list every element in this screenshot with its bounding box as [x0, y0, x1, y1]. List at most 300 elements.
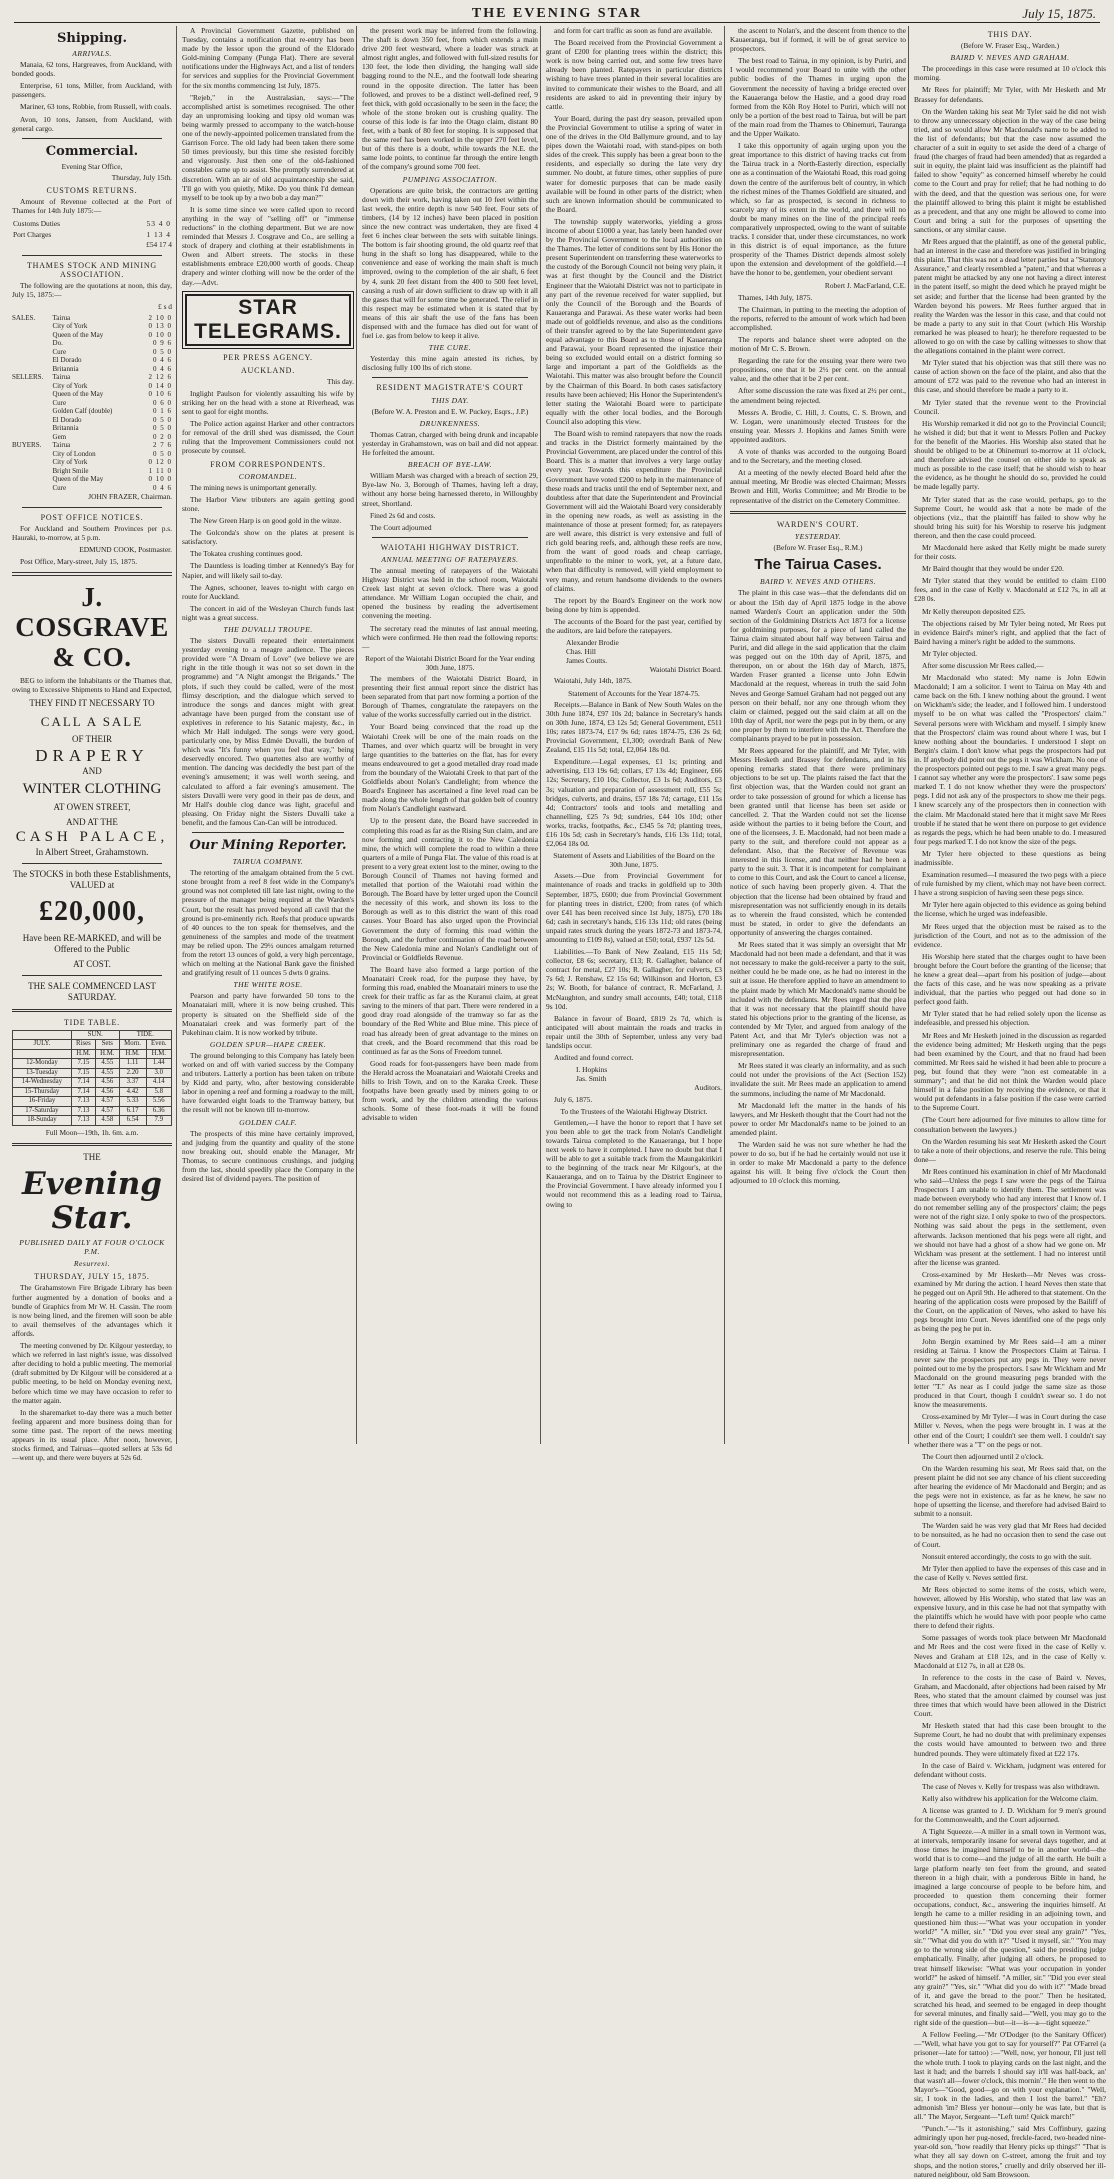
- paragraph: Mr Rees urged that the objection must be raised as to the jurisdiction of the Court, and not as to the admission of the evidence.: [914, 921, 1106, 949]
- divider: [730, 511, 906, 515]
- paragraph: At a meeting of the newly elected Board held after the annual meeting, Mr Brodie was elected Chairman; Messrs Brown and Hill, Works Committee; and Mr Brodie to be representative of the district on the Cemetery Committee.: [730, 468, 906, 505]
- leader-paragraph: In the sharemarket to-day there was a much better feeling apparent and more business doing than for some time past. The report of the news meeting appears in its usual place. After noon, however, stocks firmed, and Tairuas—quoted sellers at 53s 6d—went up, and there were buyers at 52s 6d.: [12, 1407, 172, 1463]
- table-row: [12, 407, 172, 416]
- bylaw-heading: BREACH OF BYE-LAW.: [407, 460, 493, 470]
- table-cell: 18-Sunday: [13, 1116, 72, 1126]
- column-4-opening: and form for cart traffic as soon as fund are available.: [554, 26, 713, 35]
- table-row: [13, 1087, 172, 1097]
- tide-heading: TIDE TABLE.: [63, 1018, 120, 1028]
- table-cell: Gem: [52, 432, 67, 441]
- ad-owen: AT OWEN STREET,: [53, 801, 131, 812]
- table-cell: City of London: [52, 449, 96, 458]
- sign-date: Waiotahi, July 14th, 1875.: [554, 676, 632, 686]
- tide-table: [12, 1030, 172, 1126]
- cure-body: Yesterday this mine again attested its riches, by disclosing fully 100 lbs of rich stone.: [362, 354, 538, 373]
- tairua-cases-heading: The Tairua Cases.: [754, 556, 882, 574]
- customs-intro: Amount of Revenue collected at the Port of Thames for 14th July 1875:—: [12, 197, 172, 216]
- table-row: [12, 450, 172, 459]
- signer: Alexander Brodie: [566, 638, 619, 648]
- shipping-heading: Shipping.: [57, 31, 127, 46]
- customs-total: £54 17 4: [146, 240, 172, 250]
- table-cell: City of York: [52, 458, 88, 467]
- paragraph: Regarding the rate for the ensuing year there were two propositions, one that it be 2½ per cent. on the annual value, and the other that it be 2 per cent.: [730, 356, 906, 384]
- table-row: [12, 356, 172, 365]
- column-6-body: [914, 64, 1106, 2178]
- table-row: [13, 1030, 172, 1040]
- table-row: [12, 467, 172, 476]
- accounts-intro: The accounts of the Board for the past year, certified by the auditors, are laid before the ratepayers.: [546, 616, 722, 635]
- rmc-this-day: THIS DAY.: [431, 395, 469, 405]
- masthead-title: THE EVENING STAR: [471, 6, 643, 21]
- paragraph: Mr Tyler stated that they would be entitled to claim £100 fees, and in the case of Kelly v. Macdonald at £12 7s, in all at £28 0s.: [914, 576, 1106, 604]
- table-row: [12, 458, 172, 467]
- waiotahi-heading: WAIOTAHI HIGHWAY DISTRICT.: [380, 542, 520, 552]
- table-row: [12, 229, 172, 240]
- table-row: [13, 1097, 172, 1107]
- table-cell: SALES.: [12, 313, 36, 322]
- table-cell: [12, 416, 53, 425]
- table-cell: 4.42: [119, 1087, 146, 1097]
- paragraph: The report by the Board's Engineer on the work now being done by him is appended.: [546, 595, 722, 614]
- table-cell: 12-Monday: [13, 1059, 72, 1069]
- ad-and-at: AND AT THE: [66, 816, 118, 827]
- auditors: [576, 1065, 722, 1092]
- paragraph: Mr Macdonald here asked that Kelly might be made surety for their costs.: [914, 542, 1106, 562]
- stocks-heading: THAMES STOCK AND MINING ASSOCIATION.: [26, 260, 158, 279]
- table-cell: [12, 348, 53, 357]
- paragraph: A license was granted to J. D. Wickham for 9 men's ground for the Commonwealth, and the Court adjourned.: [914, 1805, 1106, 1825]
- column-6: [908, 26, 1106, 2179]
- office-date: Thursday, July 15th.: [111, 172, 172, 182]
- ad-albert: In Albert Street, Grahamstown.: [35, 846, 149, 857]
- duvalli-heading: THE DUVALLI TROUPE.: [223, 624, 313, 634]
- statement-heading: Statement of Accounts for the Year 1874-75.: [568, 688, 700, 698]
- divider: [12, 572, 172, 576]
- paragraph: Mr Rees continued his examination in chief of Mr Macdonald who said—Unless the pegs I saw were the pegs of the Tairua Prospectors I am unable to identify them. The settlement was made between everybody who had any interest that I know of. I do not remember selling any of the prospectors' claim; the pegs were not of the right size. I only spoke to two of the prospectors. Nothing was said about the pegs in the settlement, even afterwards. Jackson mentioned that his pegs were all right, and we should not have had a ghost of a show had we gone on. Mr Wickham was present at the settlement. I had no interest until after the license was granted.: [914, 1166, 1106, 1267]
- paragraph: Mr Macdonald who stated: My name is John Edwin Macdonald; I am a solicitor. I went to Tairua on May 4th and came back on the 6th. I knew nothing about the ground. I went on Wickham's side; the leader, and I followed him. I understood myself to be on what was called the "Prospectors' claim." Several persons were with Wickham and myself. I simply knew that the Prospectors' claim was round about where I was, but I knew nothing about the boundaries. I understood I slept on Bergin's claim. I don't know what pegs the prospectors had put in. If anybody did point out the pegs it was Wickham. No one of the prospectors pointed out pegs to me. I saw a great many pegs. I cannot say whether any were the prospectors'. I saw some pegs marked T. I do not know whether they were the prospectors' pegs. I did not ask any of the prospectors to show me their pegs. I knew scarcely any of the prospectors then in connection with the claim. Mr Macdonald stated here that it might save Mr Rees trouble if he stated that he went there on purpose to get evidence as regards the pegs, which he had been unable to do. I measured four pegs marked T. I do not know the size of the pegs.: [914, 673, 1106, 846]
- divider: [12, 1143, 172, 1147]
- ad-call: CALL A SALE: [40, 713, 144, 729]
- table-cell: 3.0: [146, 1068, 171, 1078]
- divider: [372, 377, 528, 378]
- statement-body: [546, 700, 722, 849]
- paragraph: (The Court here adjourned for five minutes to allow time for consultation between the lawyers.): [914, 1115, 1106, 1134]
- stocks-unit: £ s d: [158, 301, 172, 311]
- star-date: THURSDAY, JULY 15, 1875.: [34, 1272, 150, 1282]
- auckland-heading: AUCKLAND.: [240, 365, 296, 375]
- paragraph: The sisters Duvalli repeated their entertainment yesterday evening to a meagre audience. The pieces provided were "A Dream of Love" (we believe we are right in the title though it was not so set down in the programme) and "A Night amongst the Brigands." The plots, if such they could be called, were of the most flimsy description, and the dialogue which served to introduce the songs and dances might with great advantage have been purged from the constant use of expletives in reference to his Satanic majesty, &c., in which Mr Hall indulged. The songs were very good, particularly one, by Miss Edmée Duvalli, the burden of which was "It's funny when you feel that way," being deservedly encored. Two quartettes also are worthy of mention. The dancing was decidedly the best part of the evening's amusement; it was well worth seeing, and calculated to afford a fair evening's amusement. The sisters Duvalli were very good in their pas de deux, and Mr Hall's double clog dance was light, graceful and pleasing. On Friday night the Sisters Duvalli take a benefit, and the famous Can-Can will be introduced.: [182, 636, 354, 827]
- paragraph: After some discussion Mr Rees called,—: [922, 661, 1044, 670]
- golden-calf-heading: GOLDEN CALF.: [239, 1117, 297, 1127]
- paragraph: Cross-examined by Mr Tyler—I was in Court during the case Miller v. Neves, when the pegs were brought in. I was at the other end of the Court; I couldn't see them well. I couldn't say whether there was a "T" on the pegs or not.: [914, 1412, 1106, 1449]
- paragraph: The annual meeting of ratepayers of the Waiotahi Highway District was held in the school room, Waiotahi Creek last night at seven o'clock. There was a good attendance. Mr William Logan occupied the chair, and opened the business by reading the advertisement convening the meeting.: [362, 565, 538, 621]
- paragraph: A vote of thanks was accorded to the outgoing Board and to the Secretary, and the meeting closed.: [730, 447, 906, 466]
- board-signers: [566, 638, 722, 674]
- arrivals-heading: ARRIVALS.: [72, 49, 112, 58]
- coromandel-item: The New Green Harp is on good gold in the winze.: [190, 516, 342, 526]
- column-1: [12, 26, 172, 1463]
- press-agency: PER PRESS AGENCY.: [223, 352, 313, 362]
- table-cell: 4.57: [95, 1106, 119, 1116]
- report-heading: Report of the Waiotahi District Board for the Year ending 30th June, 1875.: [365, 653, 535, 672]
- table-cell: 6.36: [146, 1106, 171, 1116]
- table-cell: 0 6 0: [153, 398, 172, 407]
- column-2: [176, 26, 354, 1444]
- telegram-item: The Police action against Harker and other contractors for removal of the drill shed was dismissed, the Court ruling that the Improvement Commissioners could not prosecute by counsel.: [182, 419, 354, 456]
- table-row: [13, 1116, 172, 1126]
- paragraph: The Board have also formed a large portion of the Moanatairi Creek road, for the purpose they have, by forming this road, enabled the Moanatairi miners to use the creek for their traffic as far as the Kuranui claim, at great saving to the miners of that part. There were rendered in a good dray road alongside of the tramway so far as the boundary of the Red White and Blue mine. This piece of road has already been of great advantage to the mines on that creek, and the Board recommend that this road be continued as far as the Sons of Freedom tunnel.: [362, 964, 538, 1056]
- table-row: [12, 399, 172, 408]
- table-cell: 15-Thursday: [13, 1087, 72, 1097]
- arrival-item: Manaia, 62 tons, Hargreaves, from Auckland, with bonded goods.: [12, 60, 172, 79]
- table-cell: 2 7 6: [153, 441, 172, 450]
- paragraph: Mr Tyler stated that his objection was that still there was no cause of action shown on the face of the plaint, and also that the amount of £72 was paid to the revenue who had an interest in this case, and should therefore be made a party to it.: [914, 358, 1106, 395]
- paragraph: the ascent to Nolan's, and the descent from thence to the Kauaeranga, but if formed, it will be of great service to prospectors.: [730, 26, 906, 54]
- auditor: I. Hopkins: [576, 1065, 608, 1075]
- paragraph: Your Board being convinced that the road up the Waiotahi Creek will be one of the main roads on the Thames, and over which quartz will be brought in very large quantities to the batteries on the flat, has for every means endeavoured to get a good metalled dray road made from the boundary of the Waiotahi Creek to that part of the Goldfields about Nolan's Candlelight; from whence the Board's Engineer has ascertained a fine level road can be made along the whole length of that golden belt of country from Nolan's Candlelight eastward.: [362, 722, 538, 814]
- cosgrave-name: J. COSGRAVE & CO.: [15, 581, 169, 672]
- paragraph: Balance in favour of Board, £819 2s 7d, which is anticipated will about maintain the roads and tracks in repair until the 30th of September, unless any very bad landslips occur.: [546, 1013, 722, 1051]
- star-the: THE: [83, 1152, 101, 1163]
- table-cell: Morn.: [119, 1040, 146, 1050]
- divider: [22, 507, 162, 508]
- table-cell: 3.37: [119, 1078, 146, 1088]
- post-sign: EDMUND COOK, Postmaster.: [79, 544, 172, 554]
- table-cell: 2.20: [119, 1068, 146, 1078]
- table-cell: 2 10 0: [148, 313, 172, 322]
- coromandel-item: The mining news is unimportant generally.: [190, 482, 317, 492]
- paragraph: On the Warden resuming his seat, Mr Rees said that, on the present plaint he did not see any chance of his client succeeding after hearing the evidence of Mr Macdonald and Bergin; and as the pegs were not in existence, as far as he knew, he saw no hope of upsetting the license, and therefore had advised Baird to submit to a nonsuit.: [914, 1463, 1106, 1519]
- table-cell: 7.14: [71, 1078, 95, 1088]
- bylaw-body: William Marsh was charged with a breach of section 29, Bye-law No. 3, Borough of Thames, having left a dray, without any horse being harnessed thereto, in Willoughby street, Shortland.: [362, 471, 538, 508]
- paragraph: Mr Baird thought that they would be under £20.: [922, 564, 1064, 574]
- paragraph: In reference to the costs in the case of Baird v. Neves, Graham, and Macdonald, after objections had been raised by Mr Rees, who stated that the amount claimed by counsel was just three times that which would have been allowed in the District Court.: [914, 1672, 1106, 1719]
- ad-cash: CASH PALACE,: [15, 828, 169, 845]
- table-row: [12, 348, 172, 357]
- table-cell: [12, 450, 53, 459]
- rmc-before: (Before W. A. Preston and E. W. Puckey, Esqrs., J.P.): [371, 406, 529, 416]
- telegram-item: Inglight Paulson for violently assaulting his wife by striking her on the head with a stone at Riverhead, was sent to gaol for eight months.: [182, 388, 354, 417]
- paragraph: The reports and balance sheet were adopted on the motion of Mr C. S. Brown.: [730, 335, 906, 354]
- white-rose-body: Pearson and party have forwarded 50 tons to the Moanataiari mill, where it is now being crushed. This property is situated on the Sheffield side of the Moanataiari creek and was formerly part of the Pukehinau claim. It is now worked by tribute.: [182, 991, 354, 1037]
- paragraph: A Tight Squeeze.—A miller in a small town in Vermont was, at intervals, temporarily insane for several days together, and at those times he imagined himself to be in another world—the world that is to come—and the judge of all the earth. He built a large platform nearly ten feet from the ground, and seated thereon in a high chair, with a ponderous Bible in hand, he imagined a large concourse of people to be before him, and proceeded to question them concerning their former occupations, conduct, &c., answering the inquiries himself. At length he came to a miller residing in an adjoining town, and questioned him thus:—"What was your occupation in yonder world?" "A miller, sir." "Did you ever steal any grain?" "Yes, sir." "What did you do with it?" "Used it myself, sir." "You may go to the wrong side of the question," said the presiding judge emphatically. Finally, after judging all others, he proposed to treat himself likewise: "What was your occupation in yonder world?" he asked of himself. "A miller, sir." "Did you ever steal any grain?" "Yes, sir." "What did you do with it?" "Made bread of it, and gave the bread to the poor." Then he hesitated, scratched his head, and seemed to be engaged in deep thought for several minutes, and finally said—"Well, you may go to the right side of the question—but—it—is—a—tight squeeze.": [914, 1827, 1106, 2028]
- table-cell: 7.13: [71, 1106, 95, 1116]
- table-cell: Queen of the May: [52, 330, 104, 339]
- table-cell: 7.15: [71, 1059, 95, 1069]
- table-row: [12, 475, 172, 484]
- table-cell: El Dorado: [52, 415, 82, 424]
- table-cell: Customs Duties: [13, 219, 61, 229]
- table-row: [12, 390, 172, 399]
- paragraph: Examination resumed—I measured the two pegs with a piece of rule furnished by my client, which may not have been correct. I have a strong suspicion of having seen these pegs since.: [914, 870, 1106, 898]
- table-cell: TIDE.: [119, 1030, 171, 1040]
- table-row: [12, 322, 172, 331]
- star-title: Evening Star.: [22, 1166, 162, 1237]
- paragraph: Good roads for foot-passengers have been made from the Herald across the Moanataiari and Waiotahi Creeks and hills to Irish Town, and on to the Karaka Creek. These footpaths have been greatly used by miners going to or from work, and by the children attending the various schools. Some of these foot-roads it will be found advisable to widen: [362, 1058, 538, 1123]
- table-cell: 53 4 0: [146, 219, 171, 229]
- table-cell: [12, 424, 53, 433]
- table-cell: 7.15: [71, 1068, 95, 1078]
- paragraph: His Worship here stated that the charges ought to have been brought before the Court before the granting of the license; that he knew a great deal—apart from his position of judge—about the facts of this case, and he was now speaking as a private individual, that the parties who pegged out had done so in perfect good faith.: [914, 951, 1106, 1007]
- table-cell: 0 12 0: [148, 458, 172, 467]
- paragraph: Mr Rees stated that it was simply an oversight that Mr Macdonald had not been made a defendant, and that it was not necessary to make the gold-receiver a party to the suit, neither could he be made one, as he had no interest in the suit at issue. He therefore applied to have an amendment to the plaint made by which Mr Macdonald's name should be included with the defendants. Mr Rees urged that the plea that it was not necessary that the plaintiff should have stated his objections prior to the granting of the license, as contended by Mr Tyler, and argued from analogy of the Patent Act, and that Mr Tyler's objection was not a preliminary one as regarded the charge of fraud and misrepresentation.: [730, 940, 906, 1059]
- ad-of-their: OF THEIR: [71, 733, 113, 744]
- ad-sale: THE SALE COMMENCED LAST SATURDAY.: [28, 980, 156, 1002]
- table-cell: 4.58: [95, 1116, 119, 1126]
- drunk-heading: DRUNKENNESS.: [419, 418, 481, 428]
- table-row: [12, 314, 172, 323]
- table-cell: 0 5 0: [153, 449, 172, 458]
- table-row: [13, 1068, 172, 1078]
- table-cell: 1 13 4: [146, 230, 171, 240]
- table-cell: City of York: [52, 322, 88, 331]
- table-cell: 0 10 0: [148, 475, 172, 484]
- table-cell: [12, 407, 53, 416]
- table-cell: [12, 467, 53, 476]
- yesterday-heading: YESTERDAY.: [794, 532, 842, 542]
- table-cell: Golden Calf (double): [52, 407, 113, 416]
- table-row: [12, 382, 172, 391]
- table-cell: Port Charges: [13, 230, 52, 240]
- paragraph: A Fellow Feeling.—"Mr O'Dodger (to the Sanitary Officer)—"Well, what have you got to say for yourself?" Pat O'Farrel (a prisoner—late for tattoo) :—"Well, now, yer honour, I'll just tell the whole truth. I took to playing cards on the last night, and the last it had; and the barrels I should say it'll was half-back, an' that wasn't all—fower o'clock, this mornin'." He then went to the Mayor's—"Good, good—go on with your explanation." "Well, sir, I took in the ladies, and then I lost the barrel." "Eh? admonish 'im? Bless yer honour—only he was late, but that is all." The Mayor, Sergeant—"Left turn! Quick march!": [914, 2030, 1106, 2122]
- star-motto: Resurrexi.: [73, 1259, 111, 1269]
- table-cell: [12, 399, 53, 408]
- paragraph: Kelly also withdrew his application for the Welcome claim.: [922, 1793, 1098, 1803]
- divider: [192, 832, 344, 833]
- table-row: [12, 339, 172, 348]
- ad-line: BEG to inform the Inhabitants or the Thames that, owing to Excessive Shipments to Hand and Expected,: [12, 675, 172, 694]
- paragraph: Cross-examined by Mr Hesketh—Mr Neves was cross-examined by Mr during the action. I heard Neves then state that he pegged out on April 9th. He adhered to that statement. On the hearing of the application costs were proposed by the Bailiff of the Court, on the application of Neves, who asked to have his pegs brought into Court. Neves identified one of the pegs only as being the peg he put in.: [914, 1269, 1106, 1334]
- leader-paragraph: The meeting convened by Dr. Kilgour yesterday, to which we referred in last night's issue, was dissolved after deciding to hold a public meeting. The memorial (draft submitted by Dr Kilgour will be considered at a public meeting, to be held on Monday evening next, before which time we may have occasion to refer to the matter again.: [12, 1341, 172, 1405]
- arrival-item: Enterprise, 61 tons, Miller, from Auckland, with passengers.: [12, 81, 172, 100]
- fined: Fined 2s 6d and costs.: [370, 510, 436, 520]
- coromandel-item: The concert in aid of the Wesleyan Church funds last night was a great success.: [182, 603, 354, 622]
- table-cell: [12, 365, 53, 374]
- table-cell: Cure: [52, 347, 67, 356]
- paragraph: Mr Tyler stated that he had relied solely upon the license as indefeasible, and pressed his objection.: [914, 1009, 1106, 1028]
- ad-drapery: DRAPERY: [35, 745, 149, 765]
- paragraph: The best road to Tairua, in my opinion, is by Puriri, and I would recommend your Board to unite with the other public bodies of the Thames in urging upon the Government the necessity of having a bridge erected over the Kauaeranga below the Hastie, and a good dray road formed from the Kōh Roy Hotel to Puriri, which will not only be a portion of the best road to Tairua, but will be part of the main road from the Thames to Ohinemuri, Tauranga and the Upper Waikato.: [730, 56, 906, 139]
- paragraph: Mr Rees appeared for the plaintiff, and Mr Tyler, with Messrs Hesketh and Brassey for defendants, and in his opening remarks stated that there were preliminary objections to be set up. The plaints raised the fact that the first objection was, that the Warden could not grant an order to take possession of ground for which a license has been granted until that license has been set aside or cancelled. 2. That the Warden could not set the license aside without the parties to it being before the Court, and one of the licensees, J. E. Macdonald, had not been made a party to the suit, and therefore could not appear as a defendant. Also, that the Receiver of Revenue was interested in this license, and that neither had he been a party to the suit. 3. That it is incompetent for complainant to come to this Court, and ask the Court to cancel a license, notice of such having been properly given. 4. That the objection that the license had been obtained by fraud and misrepresentation was not sufficiently enough in its details as to wherein the fraud consisted, which he contended must be stated, in order to give the defendants an opportunity of answering the charges contained.: [730, 746, 906, 937]
- table-cell: 5.33: [119, 1097, 146, 1107]
- table-cell: 13-Tuesday: [13, 1068, 72, 1078]
- masthead: [14, 6, 1100, 23]
- paragraph: Assets.—Due from Provincial Government for maintenance of roads and tracks in goldfield up to 30th September, 1875, £600; due from Provincial Government for planting trees in district, £200; from rates (of which over £41 has been received since 1st July, 1875), £70 18s 6d; cash in secretary's hands, £16 13s 11d; old rates (being unpaid rates struck during the years 1872-73 and 1873-74, amounting to £109 8s), valued at £50; total, £937 12s 5d.: [546, 871, 722, 944]
- auditor-date: July 6, 1875.: [554, 1094, 593, 1104]
- post-body: For Auckland and Southern Provinces per p.s. Hauraki, to-morrow, at 5 p.m.: [12, 523, 172, 542]
- table-cell: [12, 390, 53, 399]
- table-cell: 17-Saturday: [13, 1106, 72, 1116]
- ad-cost: AT COST.: [73, 958, 111, 969]
- table-cell: 1.44: [146, 1059, 171, 1069]
- paragraph: The members of the Waiotahi District Board, in presenting their first annual report since the district has been separated from that part now forming a portion of the Borough of Thames, congratulate the ratepayers on the value of the works successfully carried out in the district.: [362, 674, 538, 720]
- table-cell: 5.8: [146, 1087, 171, 1097]
- table-cell: 4.14: [146, 1078, 171, 1088]
- customs-heading: CUSTOMS RETURNS.: [46, 185, 138, 195]
- paragraph: The Warden said he was not sure whether he had the power to do so, but if he had he certainly would not use it in order to make Mr Macdonald a party to the defence against his will. It being five o'clock the Court then adjourned to 10 o'clock this morning.: [730, 1140, 906, 1186]
- table-cell: 7.9: [146, 1116, 171, 1126]
- column-3: [356, 26, 538, 1444]
- golden-calf-body: The prospects of this mine have certainly improved, and judging from the quantity and quality of the stone now breaking out, should enable the Manager, Mr Thomas, to secure continuous crushings, and judging from the last, should speedily place the Company in the desired list of dividend payers. The position of: [182, 1128, 354, 1184]
- paragraph: The Board wish to remind ratepayers that now the roads and tracks in the District formerly maintained by the Provincial Government, are placed under the control of this Board. This is a matter that involves a very large outlay every year. Towards this expenditure the Provincial Government have voted £200 to help in the maintenance of these roads and tracks until the end of September next, and doubtless after that date the Superintendent and Provincial Government will aid the Waiotahi Board very considerably in the opening new roads, as well as assisting in the maintenance of those at present formed; for, as ratepayers are well aware, this district is very extensive and full of rich gold bearing reefs, and, although these reefs are now, from the want of good roads and cheap carriage, unprofitable to the miner to work, yet, at a future date, when that difficulty is removed, will yield employment to very many, and return handsome dividends to the owners of claims.: [546, 429, 722, 593]
- ad-and: AND: [82, 765, 102, 776]
- table-cell: Britannia: [52, 364, 79, 373]
- paragraph: On the Warden resuming his seat Mr Hesketh asked the Court to take a note of their objections, and reserve the rule. This being done—: [914, 1136, 1106, 1164]
- table-row: [13, 1106, 172, 1116]
- paragraph: Mr Tyler stated that as the case would, perhaps, go to the Supreme Court, he would ask that a note be made of the objections (viz., that the plaintiff has failed to show why he should bring his suit) for his Worship to reserve his judgment thereon, and then the case could proceed.: [914, 494, 1106, 540]
- table-cell: Bright Smile: [52, 466, 89, 475]
- telegrams-heading: STAR TELEGRAMS.: [185, 294, 351, 346]
- paragraph: After some discussion the rate was fixed at 2½ per cent., the amendment being rejected.: [730, 386, 906, 405]
- column-5-opening: [730, 26, 906, 278]
- table-cell: 0 4 6: [153, 364, 172, 373]
- table-cell: 0 2 0: [153, 432, 172, 441]
- table-row: [12, 441, 172, 450]
- paragraph: Expenditure.—Legal expenses, £1 1s; printing and advertising, £13 19s 6d; collars, £7 13s 4d; Engineer, £66 12s; Secretary, £10 10s; Collector, £3 1s 6d; Auditors, £3 3s; valuation and preparation of assessment roll, £55 5s; bridges, culverts, and drains, £57 18s 7d; cartage, £11 15s 4d; Contractors' tools and tools and metalling and channelling, £25 7s 9d; sundries, £44 10s 10d; other works, tracks, footpaths, &c., £345 5s 7d; planting trees, £16 10s 5d; cash in Secretary's hands, £16 13s 11d; total, £2,064 18s 0d.: [546, 757, 722, 849]
- table-cell: 0 1 6: [153, 407, 172, 416]
- divider: [22, 863, 162, 864]
- paragraph: The Board received from the Provincial Government a grant of £200 for planting trees within the district; this work is now being carried out, and some few trees have already been planted. Ratepayers in particular districts wishing to have trees planted in their several localities are invited to communicate their wishes to the Board, and all residents are asked to aid in preventing their injury by cattle.: [546, 38, 722, 111]
- warden-before: (Before W. Fraser Esq., Warden.): [960, 41, 1060, 51]
- divider: [22, 138, 162, 139]
- table-cell: Queen of the May: [52, 390, 104, 399]
- table-cell: [12, 484, 53, 493]
- table-cell: 6.17: [119, 1106, 146, 1116]
- table-cell: El Dorado: [52, 356, 82, 365]
- table-cell: Cure: [52, 398, 67, 407]
- table-cell: 0 9 6: [153, 339, 172, 348]
- paragraph: I take this opportunity of again urging upon you the great importance to this district of having tracks cut from the Tairua track in a North-Easterly direction, especially one as a continuation of the Waiotahi Road, this road going down the centre of the auriferous belt of country, in which the richest mines of the Thames Goldfield are situated, and which, so far as prospected, is second in richness to scarcely any of its extent in the world, and there will no doubt be many mines on the line of the principal reefs comparatively unprospected, owing to the want of suitable tracks. I consider that, under these circumstances, no work in this district is of equal importance, as the future prosperity of the Thames District depends almost solely upon the extension and development of the goldfield.—I have the honor to be, gentlemen, your obedient servant: [730, 141, 906, 278]
- table-cell: 0 10 6: [148, 390, 172, 399]
- paragraph: The case of Neves v. Kelly for trespass was also withdrawn.: [922, 1781, 1100, 1791]
- arrival-item: Mariner, 63 tons, Robbie, from Russell, with coals.: [20, 102, 172, 112]
- table-row: [13, 1040, 172, 1050]
- meeting-proceedings: [730, 305, 906, 505]
- commercial-heading: Commercial.: [45, 143, 139, 159]
- paragraph: Mr Tyler here again objected to this evidence as going behind the license, which he urged was indefeasible.: [914, 900, 1106, 919]
- paragraph: "Punch."—"Is it astonishing," said Mrs Coffinbury, gazing admiringly upon her pug-nosed, freckle-faced, two-headed nine-year-old son, "how readily that Henry picks up things!" "That is what they all say down on C-street, among the fruit and toy shops, and the notion stores," cruelly and drily observed her ill-natured neighbour, old Sam Browsoon.: [914, 2124, 1106, 2179]
- baird-heading: BAIRD V. NEVES AND OTHERS.: [759, 577, 877, 587]
- table-cell: Tairua: [52, 441, 71, 450]
- table-cell: [12, 331, 53, 340]
- ad-remarked: Have been RE-MARKED, and will be Offered to the Public: [22, 932, 162, 954]
- paragraph: Mr Tyler stated that the revenue went to the Provincial Council.: [914, 397, 1106, 416]
- tide-moon: Full Moon—19th, 1h. 6m. a.m.: [45, 1127, 139, 1137]
- column-2-opening: [182, 26, 354, 287]
- table-cell: 2 12 6: [148, 373, 172, 382]
- table-cell: 7.13: [71, 1116, 95, 1126]
- paragraph: His Worship remarked it did not go to the Provincial Council; he wished it did; but that it went to Messrs Pollen and Puckey for the benefit of the Maories. His Worship also stated that he should be obliged to be at Ohinemuri to-morrow at 11 o'clock, and therefore advised the counsel on either side to speak as much as possible to the case itself; that he should wish to hear the evidence, as he thought he should do so, provided he could be made legally party.: [914, 418, 1106, 492]
- table-cell: 0 13 0: [148, 322, 172, 331]
- table-cell: 0 5 0: [153, 424, 172, 433]
- paragraph: Mr Tyler here objected to these questions as being inadmissible.: [914, 848, 1106, 867]
- coromandel-item: The Agnes, schooner, leaves to-night with cargo en route for Auckland.: [182, 582, 354, 601]
- this-day-heading: THIS DAY.: [987, 30, 1033, 39]
- paragraph: Nonsuit entered accordingly, the costs to go with the suit.: [922, 1551, 1092, 1561]
- table-cell: 6.54: [119, 1116, 146, 1126]
- ad-stocks: The STOCKS in both these Establishments, VALUED at: [13, 868, 171, 890]
- coromandel-item: The Dauntless is loading timber at Kennedy's Bay for Napier, and will likely sail to-day.: [182, 561, 354, 580]
- signer: James Coutts.: [566, 656, 608, 666]
- paragraph: Mr Hesketh stated that had this case been brought to the Supreme Court, he had no doubt that with preliminary expenses the costs would have amounted to between two and three hundred pounds. They were ultimately fixed at £22 17s.: [914, 1721, 1106, 1758]
- column-3-opening: the present work may be inferred from the following. The shaft is down 350 feet, from which extends a main drive 200 feet westward, where a leader was struck at almost right angles, and followed with full-sized results for 130 feet, the lode then dividing, the hanging wall side bagging round to the N.E., and the footwall lode shearing round in the opposite direction. The latter has been followed, and proves to be a distinct well-defined reef, 9 feet thick, with gold occasionally to be seen in the face; the whole of the stone broken out is crushing quality. The course of this lode is far into the Otago claim, distant 80 feet, with a bank of 80 feet for stoping. It is supposed that the same reef has been worked in the upper 270 feet level, but of this there is a doubt, while towards the N.E. the same lode points, to continue far through the entire length of the company's ground some 700 feet.: [362, 26, 538, 172]
- paragraph: Mr Rees objected to some items of the costs, which were, however, allowed by His Worship, who stated that law was an expensive luxury, and in this case he had not that sympathy with the plaintiffs which he would have with poor people who came there to defend their rights.: [914, 1584, 1106, 1631]
- table-cell: Do.: [52, 339, 63, 348]
- trustees-heading: To the Trustees of the Waiotahi Highway District.: [560, 1106, 708, 1116]
- table-cell: 0 5 0: [153, 347, 172, 356]
- paragraph: Receipts.—Balance in Bank of New South Wales on the 30th June 1874, £97 10s 2d; balance in Secretary's hands on 30th June, 1874, £3 12s 5d; General Government, £511 10s; rates 1873-74, £17 9s 6d; rates 1874-75, £36 2s 6d; Provincial Government, £1,300; overdraft Bank of New Zealand, £15 11s 5d; total, £2,064 18s 0d.: [546, 699, 722, 755]
- table-cell: [12, 339, 53, 348]
- correspondents-heading: FROM CORRESPONDENTS.: [210, 459, 326, 469]
- adjourned: The Court adjourned: [370, 522, 432, 532]
- table-cell: JULY.: [13, 1040, 72, 1050]
- column-4: [540, 26, 722, 1444]
- tairua-company-body: The retorting of the amalgam obtained from the 5 cwt. stone brought from a reef 8 feet wide in the Company's ground was not completed till late last night, owing to the pressure of the manager being required at the Warden's Court, but the result has proved beyond all cavil that the ground is pre-eminently rich. Reefs that produce upwards of 40 ounces to the ton speak for themselves, and the genuineness of the samples and mode of the treatment may be relied upon. The 29½ ounces amalgam returned from the retort 13 ounces of gold, a very high percentage, which on melting at the National Bank gave the finished and gratifying result of 11 ounces 5 dwts 0 grains.: [182, 868, 354, 978]
- paragraph: Mr Tyler objected.: [922, 648, 977, 658]
- paragraph: The objections raised by Mr Tyler being noted, Mr Rees put in evidence Baird's miner's right, and applied that the fact of Baird having a miner's right be added to the summons.: [914, 618, 1106, 646]
- column-5: [724, 26, 906, 1444]
- tairua-company-heading: TAIRUA COMPANY.: [232, 857, 304, 867]
- masthead-date: July 15, 1875.: [1022, 6, 1096, 21]
- table-cell: 7.14: [71, 1087, 95, 1097]
- table-cell: 4.55: [95, 1059, 119, 1069]
- table-cell: [12, 458, 53, 467]
- table-cell: [13, 1030, 72, 1040]
- table-cell: 4.57: [95, 1097, 119, 1107]
- table-cell: 4.55: [95, 1068, 119, 1078]
- coromandel-heading: COROMANDEL.: [238, 471, 298, 481]
- annual-body: [362, 566, 538, 651]
- coromandel-items: [182, 483, 354, 622]
- divider: [372, 537, 528, 538]
- table-cell: SUN.: [71, 1030, 119, 1040]
- paragraph: John Bergin examined by Mr Rees said—I am a miner residing at Tairua. I know the Prospectors Claim at Tairua. I never saw the prospectors put any pegs in. They were never pointed out to me by the prospectors. I saw Mr Wickham and Mr Macdonald on the ground measuring pegs branded with the letter "T." As near as I could judge the same size as those produced in that Court, though I couldn't swear so. I do not know the measurements.: [914, 1336, 1106, 1410]
- paragraph: "Rejeb," in the Australasian, says:—"The accomplished artist is sometimes recognised. The other day an unpromising looking and tipsy old woman was being warmly pressed to accompany to the watch-house one of the newly-appointed policemen translated from the Garrison Force. The old lady had been taken there some 50 times previously, but this time she resisted forcibly and vigorously. Just then one of the old-fashioned constables came up to assist. She promptly surrendered at discretion. With an air of old acquaintanceship she said, 'I'll go with you quietly, Mike. Do you think I'd demean myself to be took up by a two bob a day man?'": [182, 92, 354, 202]
- assets-body: [546, 871, 722, 1050]
- case-body: [730, 588, 906, 1185]
- table-cell: Queen of the May: [52, 475, 104, 484]
- table-cell: 5.56: [146, 1097, 171, 1107]
- table-cell: BUYERS.: [12, 441, 42, 450]
- cure-heading: THE CURE.: [428, 343, 472, 353]
- stocks-intro: The following are the quotations at noon, this day, July 15, 1875:—: [12, 280, 172, 299]
- table-cell: 16-Friday: [13, 1097, 72, 1107]
- paragraph: Mr Macdonald left the matter in the hands of his lawyers, and Mr Hesketh thought that the Court had not the power to order Mr Macdonald's name to be joined to an amended plaint.: [730, 1100, 906, 1137]
- annual-heading: ANNUAL MEETING OF RATEPAYERS.: [381, 554, 519, 564]
- paragraph: The plaint in this case was—that the defendants did on or about the 15th day of April 1875 lodge in the above named Warden's Court an application under the 50th section of the Goldmining Districts Act 1873 for a license for goldmining purposes, for a piece of land called the Tairua claim situated about half way between Tairua and Puriri, and did allege in the said application that the claim was pegged out on the 10th day of April, 1875, and thereupon, on or about the 16th day of March, 1875, Warden Fraser granted a license unto John Edwin Macdonald at the request, whereas in truth the said John Neves and George Samuel Graham had not pegged out any person on their behalf, nor any one through whom they claim or claimed, pegged out the said claim at all on the 10th day of April, nor were the pegs put in by them, or any one proper by them to interfere with the Act. Therefore the complainants prayed to be put in possession.: [730, 588, 906, 743]
- signers-role: Waiotahi District Board.: [649, 665, 722, 675]
- stocks-table: [12, 314, 172, 493]
- drunk-body: Thomas Catran, charged with being drunk and incapable yesterday in Grahamstown, was on bail and did not appear. He forfeited the amount.: [362, 429, 538, 458]
- paragraph: The Warden said he was very glad that Mr Rees had decided to be nonsuited, as he had no occasion then to send the case out of Court.: [914, 1521, 1106, 1549]
- table-cell: Tairua: [52, 313, 71, 322]
- table-cell: [13, 1049, 72, 1059]
- signer: Chas. Hill: [566, 647, 596, 657]
- table-cell: SELLERS.: [12, 373, 44, 382]
- table-row: [12, 365, 172, 374]
- report-continued: [546, 38, 722, 614]
- ad-they: THEY FIND IT NECESSARY TO: [29, 697, 155, 708]
- table-row: [12, 484, 172, 493]
- table-cell: 4.56: [95, 1087, 119, 1097]
- table-cell: 0 14 0: [148, 381, 172, 390]
- table-cell: [12, 475, 53, 484]
- table-row: [13, 1078, 172, 1088]
- paragraph: The Chairman, in putting to the meeting the adoption of the reports, referred to the amount of work which had been accomplished.: [730, 304, 906, 332]
- paragraph: Some passages of words took place between Mr Macdonald and Mr Rees and the cost were fixed in the case of Kelly v. Neves and Graham at £18 12s, and in the case of Kelly v. Macdonald at £12 7s, in all at £28 0s.: [914, 1633, 1106, 1670]
- table-row: [12, 218, 172, 229]
- table-cell: 1.11: [119, 1059, 146, 1069]
